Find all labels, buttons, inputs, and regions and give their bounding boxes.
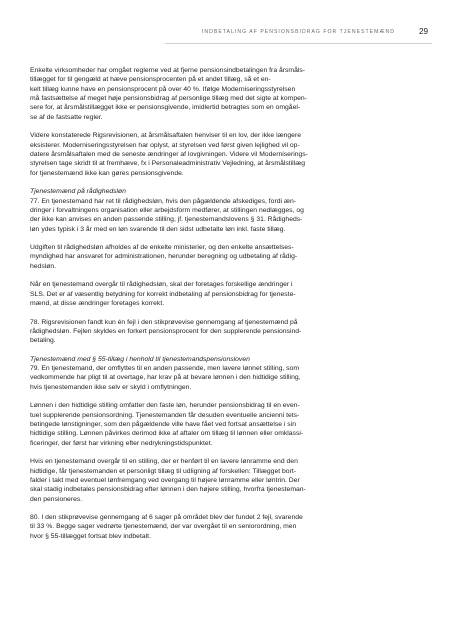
text-line: 79. En tjenestemand, der omflyttes til en anden passende, men lavere lønnet stilling, som bbox=[30, 365, 300, 373]
paragraph bbox=[30, 457, 402, 504]
text-line: Videre konstaterede Rigsrevisionen, at årsmålsaftalen henviser til en lov, der ikke længere bbox=[30, 132, 302, 140]
text-line: 77. En tjenestemand har ret til rådighedsløn, hvis den pågældende afskediges, fordi æn- bbox=[30, 197, 296, 205]
text-line: Udgiften til rådighedsløn afholdes af de enkelte ministerier, og den enkelte ansættelses- bbox=[30, 244, 294, 252]
text-line: myndighed har ansvaret for administrationen, herunder beregning og udbetaling af rådig- bbox=[30, 253, 298, 261]
text-line: sere for, at årsmålstillægget ikke er pensionsgivende, imidlertid betragtes som en omgåel- bbox=[30, 104, 301, 112]
paragraph bbox=[30, 401, 402, 448]
text-line: Når en tjenestemand overgår til rådighedsløn, skal der foretages forskellige ændringer i bbox=[30, 281, 293, 289]
header-rule bbox=[165, 43, 432, 44]
text-line: skal stadig indbetales pensionsbidrag efter lønnen i den højere stilling, hvorfra tjenesteman- bbox=[30, 486, 306, 494]
text-line: for tjenestemænd ikke kan gøres pensionsgivende. bbox=[30, 169, 184, 177]
paragraph bbox=[30, 197, 402, 234]
text-line: hvis tjenestemanden ikke selv er skyld i omflytningen. bbox=[30, 383, 192, 391]
paragraph bbox=[30, 513, 402, 541]
text-line: Hvis en tjenestemand overgår til en stilling, der er henført til en lavere lønramme end den bbox=[30, 458, 298, 466]
text-line: datere årsmålsaftalen med de seneste ændringer af lovgivningen. Videre vil Moderniserings- bbox=[30, 150, 308, 158]
paragraph bbox=[30, 318, 402, 346]
text-line: tuel supplerende pensionsordning. Tjenestemanden får desuden eventuelle ancienni tets- bbox=[30, 411, 300, 419]
body-text bbox=[30, 66, 402, 550]
paragraph bbox=[30, 364, 402, 392]
text-line: styrelsen tage skridt til at fremhæve, fx i Personaleadministrativ Vejledning, at årsmålstillæg bbox=[30, 160, 306, 168]
paragraph bbox=[30, 280, 402, 308]
text-line: til 33 %. Begge sager vedrørte tjenestemænd, der var overgået til en seniorordning, men bbox=[30, 523, 297, 531]
text-line: betingede lønstigninger, som den pågældende ville have fået ved fortsat ansættelse i sin bbox=[30, 420, 296, 428]
text-line: mænd, at disse ændringer foretages korrekt. bbox=[30, 299, 165, 307]
text-line: falder i takt med eventuel lønfremgang ved overgang til højere lønramme eller løntrin. Der bbox=[30, 476, 300, 484]
text-line: ficeringer, der først har virkning efter nedrykningstidspunktet. bbox=[30, 439, 213, 447]
text-line: hidtidige stilling. Lønnen påvirkes derimod ikke af aftaler om tillæg til lønnen eller omklassi- bbox=[30, 430, 304, 438]
text-line: tillægget for til gengæld at hæve pensionsprocenten på et andet tillæg, så et en- bbox=[30, 76, 271, 84]
text-line: hedsløn. bbox=[30, 262, 57, 270]
text-line: Enkelte virksomheder har omgået reglerne ved at fjerne pensionsindbetalingen fra årsmåls- bbox=[30, 67, 306, 74]
text-line: løn ydes typisk i 3 år med en løn svarende til den sidst udbetalte løn inkl. faste tillæg. bbox=[30, 225, 286, 233]
running-header: INDBETALING AF PENSIONSBIDRAG FOR TJENESTEMÆND bbox=[201, 29, 395, 35]
paragraph bbox=[30, 66, 402, 122]
text-line: eksisterer. Moderniseringsstyrelsen har oplyst, at styrelsen ved først given lejlighed vil op- bbox=[30, 141, 300, 149]
text-line: 80. I den stikprøvevise gennemgang af 6 sager på området blev der fundet 2 fejl, svarende bbox=[30, 514, 303, 522]
section-heading: Tjenestemænd med § 55-tillæg i henhold til tjenestemandspensionsloven bbox=[30, 355, 250, 363]
section-heading: Tjenestemænd på rådighedsløn bbox=[30, 188, 126, 196]
page-number: 29 bbox=[419, 26, 429, 36]
text-line: kelt tillæg kunne have en pensionsprocent på over 40 %. Ifølge Moderniseringsstyrelsen bbox=[30, 85, 296, 93]
text-line: rådighedsløn. Fejlen skyldes en forkert pensionsprocent for den supplerende pensionsind- bbox=[30, 327, 302, 335]
text-line: SLS. Det er af væsentlig betydning for korrekt indbetaling af pensionsbidrag for tjeneste- bbox=[30, 290, 296, 298]
text-line: må fastsættelse af meget høje pensionsbidrag af personlige tillæg med det sigte at kompen- bbox=[30, 95, 307, 103]
text-line: hvor § 55-tillægget fortsat blev indbetalt. bbox=[30, 532, 151, 540]
text-line: der ikke kan anvises en anden passende stilling, jf. tjenestemandslovens § 31. Rådigheds- bbox=[30, 216, 303, 224]
text-line: Lønnen i den hidtidige stilling omfatter den faste løn, herunder pensionsbidrag til en even- bbox=[30, 402, 300, 410]
text-line: vedkommende har pligt til at overtage, har krav på at bevare lønnen i den hidtidige stilling, bbox=[30, 374, 301, 382]
text-line: hidtidige, får tjenestemanden et personligt tillæg til udligning af forskellen: Tillægget bort- bbox=[30, 467, 296, 475]
paragraph bbox=[30, 131, 402, 178]
text-line: se af de fastsatte regler. bbox=[30, 113, 103, 121]
text-line: dringer i forvaltningens organisation eller arbejdsform medfører, at stillingen nedlægges, og bbox=[30, 206, 304, 214]
text-line: den pensioneres. bbox=[30, 495, 83, 503]
text-line: betaling. bbox=[30, 337, 56, 345]
text-line: 78. Rigsrevisionen fandt kun én fejl i den stikprøvevise gennemgang af tjenestemænd på bbox=[30, 318, 298, 326]
paragraph bbox=[30, 243, 402, 271]
